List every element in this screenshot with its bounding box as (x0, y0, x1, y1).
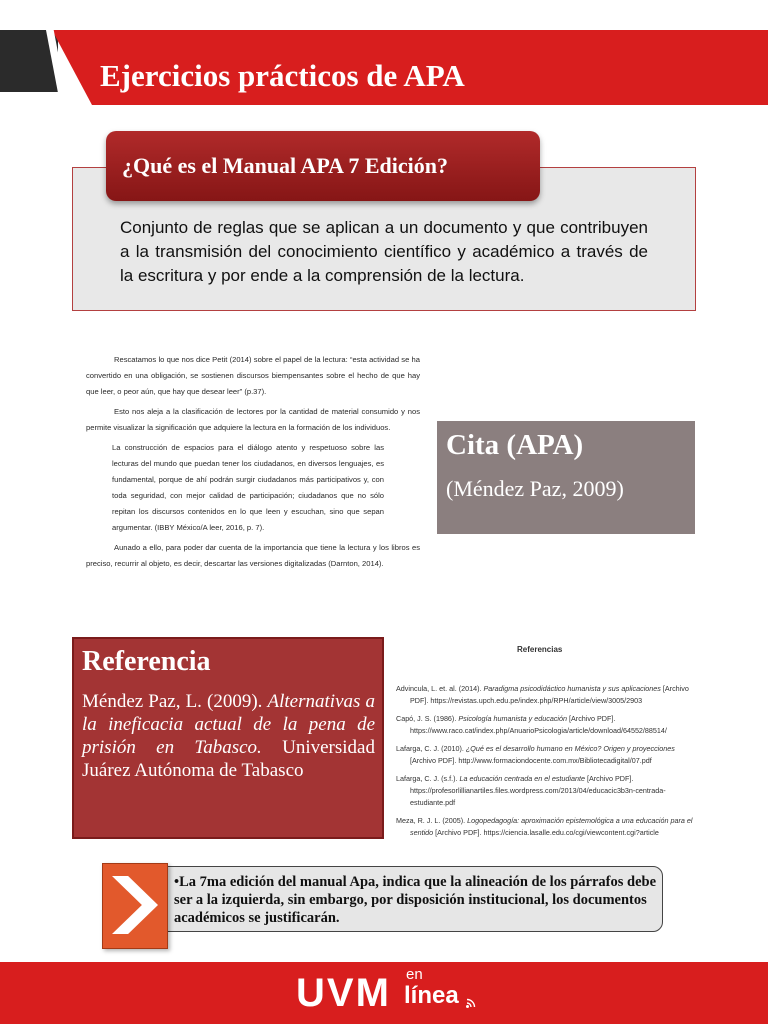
reference-source: [Archivo PDF]. http://www.formaciondocente.com.mx/Bibliotecadigital/07.pdf (410, 756, 652, 765)
reference-title: La educación centrada en el estudiante (459, 774, 585, 783)
reference-source: [Archivo PDF]. https://revistas.upch.edu.pe/index.php/RPH/article/view/3005/2903 (410, 684, 689, 705)
definition-text: Conjunto de reglas que se aplican a un documento y que contribuyen a la transmisión del conocimiento científico y académico a través de la escritura y por ende a la comprensión de la lectura. (120, 218, 648, 285)
reference-author: Lafarga, C. J. (s.f.). (396, 774, 460, 783)
reference-item (396, 743, 696, 767)
referencia-body (82, 690, 375, 782)
reference-author: Capó, J. S. (1986). (396, 714, 459, 723)
referencia-title: Referencia (82, 646, 211, 677)
referencia-work: Alternativas a la ineficacia actual de la pena de prisión en Tabasco. (82, 691, 375, 758)
reference-item (396, 773, 696, 809)
cita-title: Cita (APA) (446, 429, 584, 461)
referencia-publisher: Universidad Juárez Autónoma de Tabasco (82, 737, 375, 781)
logo-en: en (406, 966, 423, 983)
excerpt-paragraph-4: Aunado a ello, para poder dar cuenta de la importancia que tiene la lectura y los libros es preciso, recurrir al objeto, es decir, descartar las versiones digitalizadas (Darnton, 2014). (86, 543, 420, 568)
logo-linea: línea (404, 982, 459, 1009)
references-heading: Referencias (517, 645, 563, 654)
reference-title: Psicología humanista y educación (458, 714, 568, 723)
signal-icon (466, 998, 476, 1008)
reference-source: [Archivo PDF]. https://ciencia.lasalle.edu.co/cgi/viewcontent.cgi?article (433, 828, 659, 837)
logo-uvm: UVM (296, 971, 391, 1015)
references-list (396, 683, 696, 845)
reference-item (396, 683, 696, 707)
question-title: ¿Qué es el Manual APA 7 Edición? (122, 153, 448, 178)
reference-title: ¿Qué es el desarrollo humano en México? Origen y proyecciones (465, 744, 675, 753)
excerpt-block-quote: La construcción de espacios para el diálogo atento y respetuoso sobre las lecturas del mundo que puedan tener los ciudadanos, en diversos lenguajes, es fundamental, porque de ahí podrán surgir ciudadanos más participativos y, con toda seguridad, con mejor calidad de participación; ciudadanos que no sólo repitan los discursos contenidos en lo que leen y escuchan, sino que sepan argumentar. (IBBY México/A leer, 2016, p. 7). (112, 443, 384, 532)
reference-source: [Archivo PDF]. https://profesorlillianartiles.files.wordpress.com/2013/04/educacic3b3n-centrada-estudiante.pdf (410, 774, 666, 807)
reference-source: [Archivo PDF]. https://www.raco.cat/index.php/AnuarioPsicologia/article/download/64552/88514/ (410, 714, 667, 735)
reference-item (396, 713, 696, 737)
cita-body: (Méndez Paz, 2009) (446, 476, 624, 501)
note-text: •La 7ma edición del manual Apa, indica que la alineación de los párrafos debe ser a la izquierda, sin embargo, por disposición institucional, los documentos académicos se justificarán. (174, 874, 657, 926)
referencia-author: Méndez Paz, L. (2009). (82, 691, 263, 712)
excerpt-paragraph-1: Rescatamos lo que nos dice Petit (2014) sobre el papel de la lectura: “esta actividad se ha convertido en una obligación, se sostienen discursos biempensantes sobre el hecho de que hay que leer, o peor aún, que hay que desear leer” (p.37). (86, 355, 420, 396)
reference-item (396, 815, 696, 839)
reference-author: Meza, R. J. L. (2005). (396, 816, 468, 825)
reference-title: Paradigma psicodidáctico humanista y sus aplicaciones (483, 684, 661, 693)
chevron-tile (102, 863, 168, 949)
reference-author: Advincula, L. et. al. (2014). (396, 684, 484, 693)
excerpt-paragraph-2: Esto nos aleja a la clasificación de lectores por la cantidad de material consumido y nos permite visualizar la significación que adquiere la lectura en la formación de los individuos. (86, 407, 420, 432)
reference-title: Logopedagogía: aproximación epistemológica a una educación para el sentido (410, 816, 693, 837)
page-title: Ejercicios prácticos de APA (100, 58, 465, 93)
excerpt-document (86, 352, 420, 576)
reference-author: Lafarga, C. J. (2010). (396, 744, 466, 753)
